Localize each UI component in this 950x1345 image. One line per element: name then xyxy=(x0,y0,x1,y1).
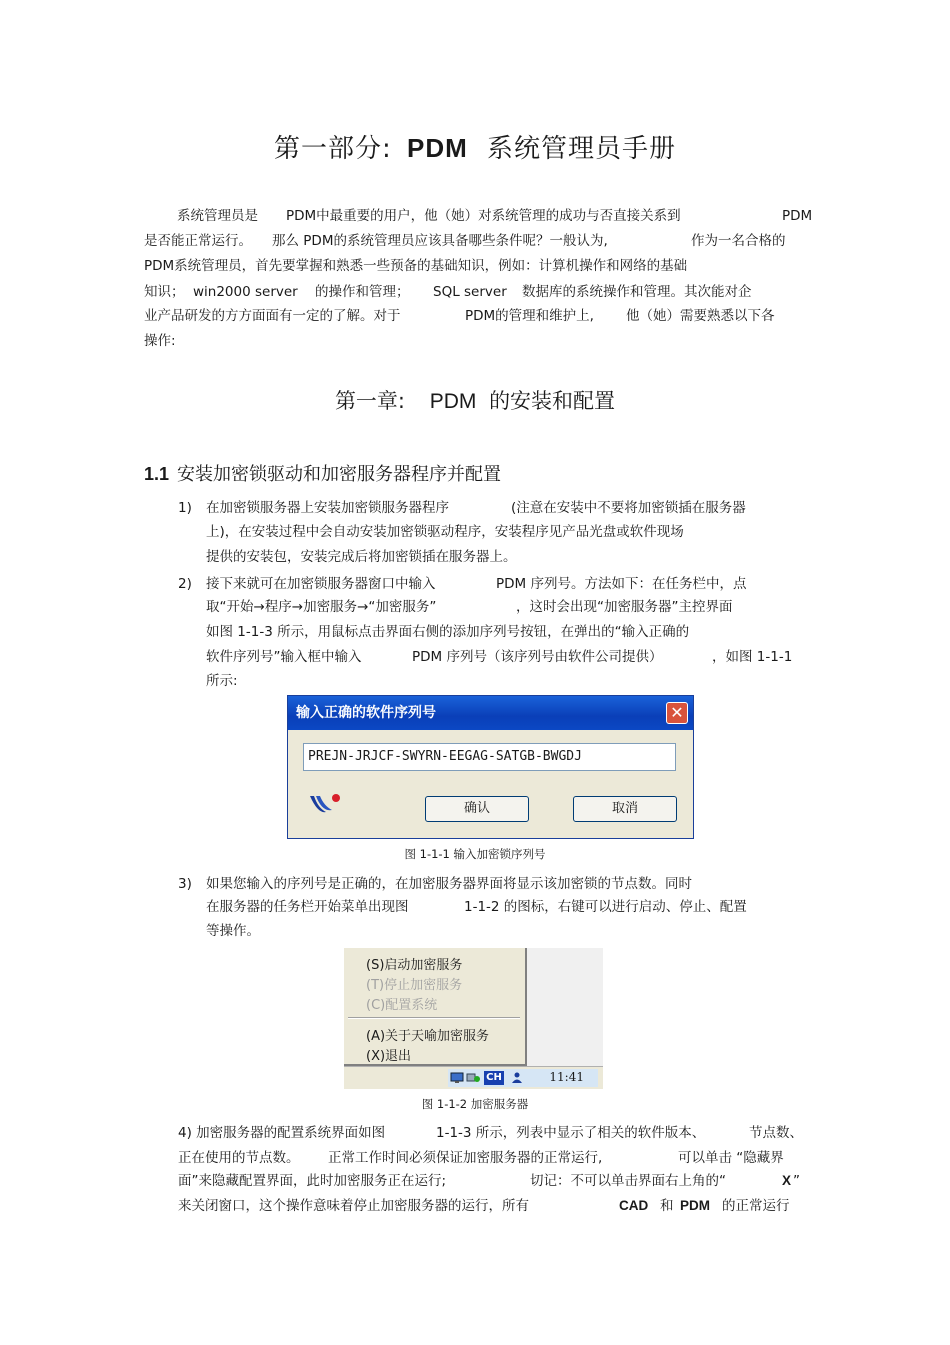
text: 知识； xyxy=(144,284,185,300)
text: PDM的管理和维护上, xyxy=(465,308,594,324)
item4-line-2 xyxy=(178,1149,784,1167)
item2-line-4 xyxy=(206,648,793,666)
title-part: 第一部分: xyxy=(273,134,392,164)
text: ” xyxy=(793,1173,800,1189)
dialog-title: 输入正确的软件序列号 xyxy=(296,705,436,721)
intro-line-4 xyxy=(144,283,752,301)
chapter-title: 的安装和配置 xyxy=(489,389,616,413)
item4-line-1 xyxy=(178,1124,803,1142)
item3-line-3: 等操作。 xyxy=(206,923,260,939)
item1-line-1 xyxy=(206,499,746,517)
confirm-button[interactable]: 确认 xyxy=(425,796,529,822)
text: PDM 序列号（该序列号由软件公司提供） xyxy=(412,649,663,665)
chapter-pdm: PDM xyxy=(429,390,477,413)
text: PDM 序列号。方法如下：在任务栏中，点 xyxy=(496,576,747,592)
text: 可以单击 “隐藏界 xyxy=(678,1150,784,1166)
clock: 11:41 xyxy=(549,1070,584,1084)
text: 来关闭窗口，这个操作意味着停止加密服务器的运行，所有 xyxy=(178,1198,529,1214)
text: PDM中最重要的用户，他（她）对系统管理的成功与否直接关系到 xyxy=(286,208,681,224)
text: 在服务器的任务栏开始菜单出现图 xyxy=(206,899,409,915)
text: PDM xyxy=(782,208,813,224)
text: 节点数、 xyxy=(749,1125,803,1141)
company-logo-icon xyxy=(308,790,344,818)
figure-caption-2: 图 1-1-2 加密服务器 xyxy=(421,1097,529,1111)
text: win2000 server xyxy=(193,284,298,300)
menu-item-stop-service[interactable]: (T)停止加密服务 xyxy=(366,978,463,993)
text: 1-1-3 所示，列表中显示了相关的软件版本、 xyxy=(436,1125,706,1141)
text: 接下来就可在加密锁服务器窗口中输入 xyxy=(206,576,436,592)
intro-line-6 xyxy=(144,332,176,350)
text: 是否能正常运行。 xyxy=(144,233,252,249)
item-number: 1) xyxy=(178,500,192,516)
figure-caption-1: 图 1-1-1 输入加密锁序列号 xyxy=(404,847,546,861)
chapter-label: 第一章: xyxy=(334,389,406,413)
item4-line-4 xyxy=(178,1197,790,1215)
tray-menu-screenshot xyxy=(344,948,603,1088)
text: ，这时会出现“加密服务器”主控界面 xyxy=(516,599,733,615)
text: 那么 PDM的系统管理员应该具备哪些条件呢？一般认为, xyxy=(272,233,608,249)
text: 数据库的系统操作和管理。其次能对企 xyxy=(522,284,752,300)
text: SQL server xyxy=(433,284,507,300)
item1-line-3: 提供的安装包，安装完成后将加密锁插在服务器上。 xyxy=(206,549,517,565)
text: 软件序列号”输入框中输入 xyxy=(206,649,362,665)
monitor-icon[interactable] xyxy=(450,1072,464,1084)
intro-line-1 xyxy=(177,207,813,225)
text: 取“开始→程序→加密服务→“加密服务” xyxy=(206,599,437,615)
text: PDM xyxy=(680,1198,710,1213)
text: 业产品研发的方方面面有一定的了解。对于 xyxy=(144,308,401,324)
text: 1-1-2 的图标，右键可以进行启动、停止、配置 xyxy=(464,899,747,915)
text: 的正常运行 xyxy=(722,1198,790,1214)
text: CAD xyxy=(619,1198,649,1213)
taskbar xyxy=(344,1066,603,1089)
dialog-title-bar xyxy=(288,696,693,730)
text: ，如图 1-1-1 xyxy=(712,649,793,665)
text: 在加密锁服务器上安装加密锁服务器程序 xyxy=(206,500,449,516)
item2-line-2 xyxy=(206,598,733,616)
system-tray xyxy=(448,1069,598,1087)
item-number: 3) xyxy=(178,876,192,892)
intro-line-3 xyxy=(144,257,687,275)
text: 面”来隐藏配置界面，此时加密服务正在运行; xyxy=(178,1173,447,1189)
text: PDM系统管理员，首先要掌握和熟悉一些预备的基础知识，例如：计算机操作和网络的基础 xyxy=(144,258,688,274)
person-icon[interactable] xyxy=(510,1072,524,1084)
text: 他（她）需要熟悉以下各 xyxy=(626,308,775,324)
item4-line-3 xyxy=(178,1172,800,1190)
title-rest: 系统管理员手册 xyxy=(487,134,677,164)
text: 切记：不可以单击界面右上角的“ xyxy=(530,1173,726,1189)
intro-line-5 xyxy=(144,307,775,325)
item2-line-5: 所示: xyxy=(206,673,238,689)
text: (注意在安装中不要将加密锁插在服务器 xyxy=(511,500,746,516)
context-menu xyxy=(344,948,527,1066)
text: 系统管理员是 xyxy=(177,208,258,224)
serial-input[interactable]: PREJN-JRJCF-SWYRN-EEGAG-SATGB-BWGDJ xyxy=(303,743,676,771)
chapter-heading xyxy=(0,385,950,415)
section-number: 1.1 xyxy=(144,464,170,484)
text: 和 xyxy=(660,1198,674,1214)
network-icon[interactable] xyxy=(466,1072,480,1084)
item-number: 2) xyxy=(178,576,192,592)
menu-item-start-service[interactable]: (S)启动加密服务 xyxy=(366,958,463,973)
menu-item-configure[interactable]: (C)配置系统 xyxy=(366,998,438,1013)
item2-line-1 xyxy=(206,575,747,593)
item2-line-3: 如图 1-1-3 所示，用鼠标点击界面右侧的添加序列号按钮，在弹出的“输入正确的 xyxy=(206,624,690,640)
intro-line-2 xyxy=(144,232,786,250)
page-title xyxy=(0,128,950,165)
serial-number-dialog xyxy=(287,695,694,839)
text: 正常工作时间必须保证加密服务器的正常运行, xyxy=(328,1150,603,1166)
language-indicator[interactable]: CH xyxy=(484,1071,504,1085)
close-icon[interactable]: ✕ xyxy=(666,702,688,724)
text: 正在使用的节点数。 xyxy=(178,1150,300,1166)
item3-line-2 xyxy=(206,898,747,916)
menu-item-about[interactable]: (A)关于天喻加密服务 xyxy=(366,1029,490,1044)
text: 4) 加密服务器的配置系统界面如图 xyxy=(178,1125,386,1141)
menu-separator xyxy=(348,1017,520,1019)
text: 作为一名合格的 xyxy=(691,233,786,249)
cancel-button[interactable]: 取消 xyxy=(573,796,677,822)
menu-item-exit[interactable]: (X)退出 xyxy=(366,1049,412,1064)
item1-line-2: 上)，在安装过程中会自动安装加密锁驱动程序，安装程序见产品光盘或软件现场 xyxy=(206,524,684,540)
text: 的操作和管理； xyxy=(315,284,410,300)
section-title: 安装加密锁驱动和加密服务器程序并配置 xyxy=(177,464,502,485)
text: X xyxy=(782,1173,792,1188)
item3-line-1: 如果您输入的序列号是正确的，在加密服务器界面将显示该加密锁的节点数。同时 xyxy=(206,876,692,892)
text: 操作: xyxy=(144,333,176,349)
title-pdm: PDM xyxy=(406,133,468,163)
section-heading xyxy=(144,460,501,486)
